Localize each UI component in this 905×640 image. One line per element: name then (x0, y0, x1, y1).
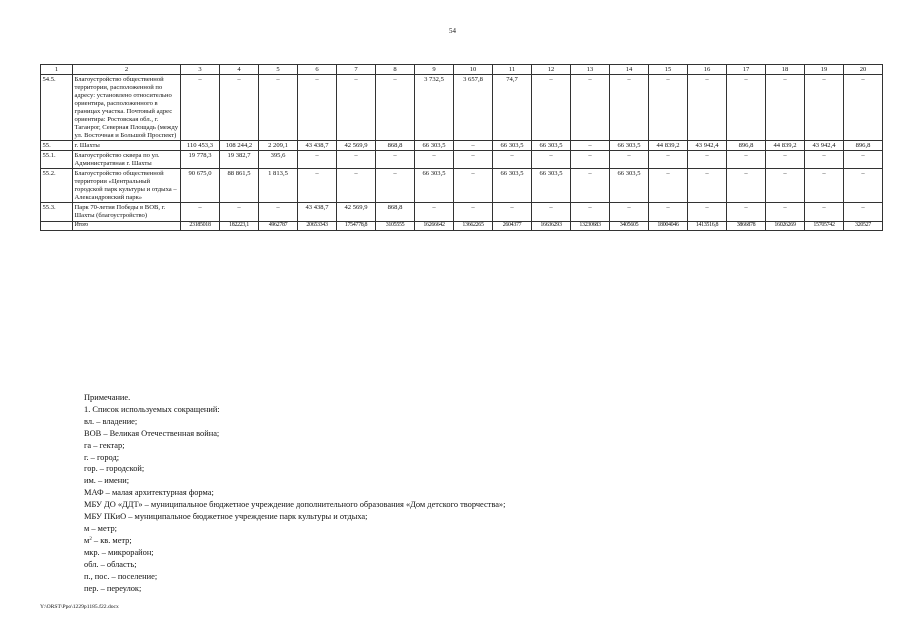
table-cell: – (688, 203, 727, 221)
column-number: 17 (727, 65, 766, 75)
table-cell: – (220, 75, 259, 141)
table-cell: 108 244,2 (220, 141, 259, 151)
row-number: 55.3. (41, 203, 73, 221)
table-cell: 1413516,8 (688, 221, 727, 230)
notes-subtitle: 1. Список используемых сокращений: (84, 404, 220, 414)
table-cell: 20653343 (298, 221, 337, 230)
table-cell: – (454, 169, 493, 203)
table-cell: – (493, 151, 532, 169)
table-cell: 13230683 (571, 221, 610, 230)
column-number: 15 (649, 65, 688, 75)
table-cell: – (454, 203, 493, 221)
abbreviation-list-continued (84, 547, 864, 595)
column-number: 16 (688, 65, 727, 75)
table-cell: 16026269 (766, 221, 805, 230)
table-cell: 88 861,5 (220, 169, 259, 203)
table-cell: – (688, 75, 727, 141)
column-number: 3 (181, 65, 220, 75)
table-cell: – (649, 75, 688, 141)
table-cell: – (571, 141, 610, 151)
table-cell: 2 209,1 (259, 141, 298, 151)
table-cell: – (688, 169, 727, 203)
table-cell: – (376, 75, 415, 141)
table-row (41, 75, 883, 141)
table-cell: 1754778,8 (337, 221, 376, 230)
table-cell: 66 303,5 (532, 141, 571, 151)
table-cell: – (610, 75, 649, 141)
table-cell: – (727, 203, 766, 221)
table-cell: – (337, 75, 376, 141)
table-cell: 66 303,5 (493, 141, 532, 151)
table-cell: 320527 (844, 221, 883, 230)
table-cell: – (727, 151, 766, 169)
abbreviation-item: г. – город; (84, 452, 120, 462)
table-cell: – (610, 151, 649, 169)
abbreviation-item: МАФ – малая архитектурная форма; (84, 488, 214, 498)
table-cell: 896,8 (727, 141, 766, 151)
table-cell: – (454, 141, 493, 151)
table-cell: – (844, 203, 883, 221)
abbreviation-item: им. – имени; (84, 476, 130, 486)
table-cell: 395,6 (259, 151, 298, 169)
column-number: 4 (220, 65, 259, 75)
abbreviation-item: га – гектар; (84, 440, 125, 450)
abbreviation-item: ВОВ – Великая Отечественная война; (84, 428, 220, 438)
table-cell: – (727, 75, 766, 141)
abbreviation-item: п., пос. – поселение; (84, 571, 158, 581)
table-cell: 13662265 (454, 221, 493, 230)
table-cell: – (532, 203, 571, 221)
column-number: 12 (532, 65, 571, 75)
row-name: Благоустройство общественной территории, расположенной по адресу: установлено относительно ориентира, расположенного в границах участка. Почтовый адрес ориентира: Ростовская обл., г. Таганрог, Северная Площадь (между ул. Восточная и Большой Проспект) (73, 75, 181, 141)
abbreviation-item: $м^2$ – кв. метр; (84, 535, 132, 545)
table-cell: – (259, 203, 298, 221)
abbreviation-item: вл. – владение; (84, 416, 138, 426)
table-cell: – (805, 169, 844, 203)
table-cell: – (181, 75, 220, 141)
table-cell: 3866878 (727, 221, 766, 230)
row-number: 54.5. (41, 75, 73, 141)
column-number: 19 (805, 65, 844, 75)
table-cell: – (649, 203, 688, 221)
table-cell: – (571, 75, 610, 141)
table-cell: – (454, 151, 493, 169)
table-cell: 182223,1 (220, 221, 259, 230)
table-header-row (41, 65, 883, 75)
column-number: 14 (610, 65, 649, 75)
table-cell: – (805, 151, 844, 169)
table-cell: 66 303,5 (415, 169, 454, 203)
table-cell: – (259, 75, 298, 141)
table-cell: – (298, 169, 337, 203)
table-cell: – (688, 151, 727, 169)
table-cell: 868,8 (376, 203, 415, 221)
data-table (40, 64, 883, 231)
table-cell: – (532, 75, 571, 141)
abbreviation-item: м – метр; (84, 523, 117, 533)
table-cell: 66 303,5 (610, 141, 649, 151)
table-cell: 3 657,8 (454, 75, 493, 141)
table-cell: – (805, 203, 844, 221)
table-cell: – (649, 169, 688, 203)
column-number: 20 (844, 65, 883, 75)
table-cell: – (220, 203, 259, 221)
abbreviation-item: обл. – область; (84, 559, 137, 569)
column-number: 6 (298, 65, 337, 75)
table-cell: – (298, 151, 337, 169)
table-cell: 42 569,9 (337, 203, 376, 221)
table-cell: – (610, 203, 649, 221)
table-cell: – (532, 151, 571, 169)
row-name: Парк 70-летия Победы в ВОВ, г. Шахты (благоустройство) (73, 203, 181, 221)
table-cell: – (571, 169, 610, 203)
table-cell: 44 839,2 (649, 141, 688, 151)
table-cell: 18004046 (649, 221, 688, 230)
file-path-footer: Y:\ORST\Ppo\1229p1185.f22.docx (40, 604, 119, 610)
column-number: 1 (41, 65, 73, 75)
column-number: 2 (73, 65, 181, 75)
table-cell: – (766, 169, 805, 203)
abbreviation-list (84, 416, 864, 535)
column-number: 13 (571, 65, 610, 75)
table-cell: – (337, 151, 376, 169)
column-number: 10 (454, 65, 493, 75)
table-cell: 43 438,7 (298, 203, 337, 221)
table-cell: – (766, 203, 805, 221)
table-cell: – (337, 169, 376, 203)
table-cell: – (844, 151, 883, 169)
table-cell: 16266642 (415, 221, 454, 230)
table-cell: 4962787 (259, 221, 298, 230)
table-cell: 43 942,4 (805, 141, 844, 151)
table-row (41, 221, 883, 230)
table-cell: 66 303,5 (532, 169, 571, 203)
table-cell: – (727, 169, 766, 203)
abbreviation-item: гор. – городской; (84, 464, 145, 474)
table-cell: 43 438,7 (298, 141, 337, 151)
table-cell: 74,7 (493, 75, 532, 141)
table-cell: 66 303,5 (415, 141, 454, 151)
table-cell: 1 813,5 (259, 169, 298, 203)
row-name: Благоустройство общественной территории «Центральный городской парк культуры и отдыха – Александровский парк» (73, 169, 181, 203)
notes-title: Примечание. (84, 393, 131, 402)
table-cell: 19 382,7 (220, 151, 259, 169)
column-number: 5 (259, 65, 298, 75)
row-number: 55.2. (41, 169, 73, 203)
table-cell: 110 453,3 (181, 141, 220, 151)
table-cell: – (571, 151, 610, 169)
page-number: 54 (449, 27, 456, 35)
table-cell: 90 675,0 (181, 169, 220, 203)
table-cell: 66 303,5 (493, 169, 532, 203)
row-number (41, 221, 73, 230)
table-row (41, 141, 883, 151)
table-cell: 42 569,9 (337, 141, 376, 151)
column-number: 7 (337, 65, 376, 75)
table-cell: 3405605 (610, 221, 649, 230)
table-cell: – (844, 75, 883, 141)
notes-section (84, 392, 864, 594)
table-cell: 23185018 (181, 221, 220, 230)
table-row (41, 151, 883, 169)
abbreviation-item: МБУ ДО «ДДТ» – муниципальное бюджетное учреждение дополнительного образования «Дом детского творчества»; (84, 500, 506, 510)
table-cell: – (571, 203, 610, 221)
abbreviation-item: пер. – переулок; (84, 583, 142, 593)
table-cell: – (844, 169, 883, 203)
table-row (41, 169, 883, 203)
table-cell: – (805, 75, 844, 141)
table-row (41, 203, 883, 221)
row-name: г. Шахты (73, 141, 181, 151)
table-cell: – (766, 151, 805, 169)
table-cell: – (415, 151, 454, 169)
column-number: 18 (766, 65, 805, 75)
row-name: Итого (73, 221, 181, 230)
row-name: Благоустройство сквера по ул. Администратвная г. Шахты (73, 151, 181, 169)
table-cell: – (376, 169, 415, 203)
table-cell: – (298, 75, 337, 141)
table-cell: – (376, 151, 415, 169)
abbreviation-item: МБУ ПКиО – муниципальное бюджетное учреждение парк культуры и отдыха; (84, 512, 368, 522)
table-cell: 3105555 (376, 221, 415, 230)
table-cell: 44 839,2 (766, 141, 805, 151)
row-number: 55. (41, 141, 73, 151)
table-cell: – (766, 75, 805, 141)
table-cell: 868,8 (376, 141, 415, 151)
table-cell: 2604377 (493, 221, 532, 230)
table-cell: 3 732,5 (415, 75, 454, 141)
table-cell: – (649, 151, 688, 169)
table-cell: 15705742 (805, 221, 844, 230)
table-cell: 19 778,3 (181, 151, 220, 169)
row-number: 55.1. (41, 151, 73, 169)
table-cell: – (415, 203, 454, 221)
column-number: 9 (415, 65, 454, 75)
table-cell: – (493, 203, 532, 221)
column-number: 8 (376, 65, 415, 75)
table-cell: 896,8 (844, 141, 883, 151)
table-cell: 66 303,5 (610, 169, 649, 203)
abbreviation-item: мкр. – микрорайон; (84, 547, 154, 557)
column-number: 11 (493, 65, 532, 75)
table-cell: 43 942,4 (688, 141, 727, 151)
table-cell: – (181, 203, 220, 221)
table-cell: 16636293 (532, 221, 571, 230)
